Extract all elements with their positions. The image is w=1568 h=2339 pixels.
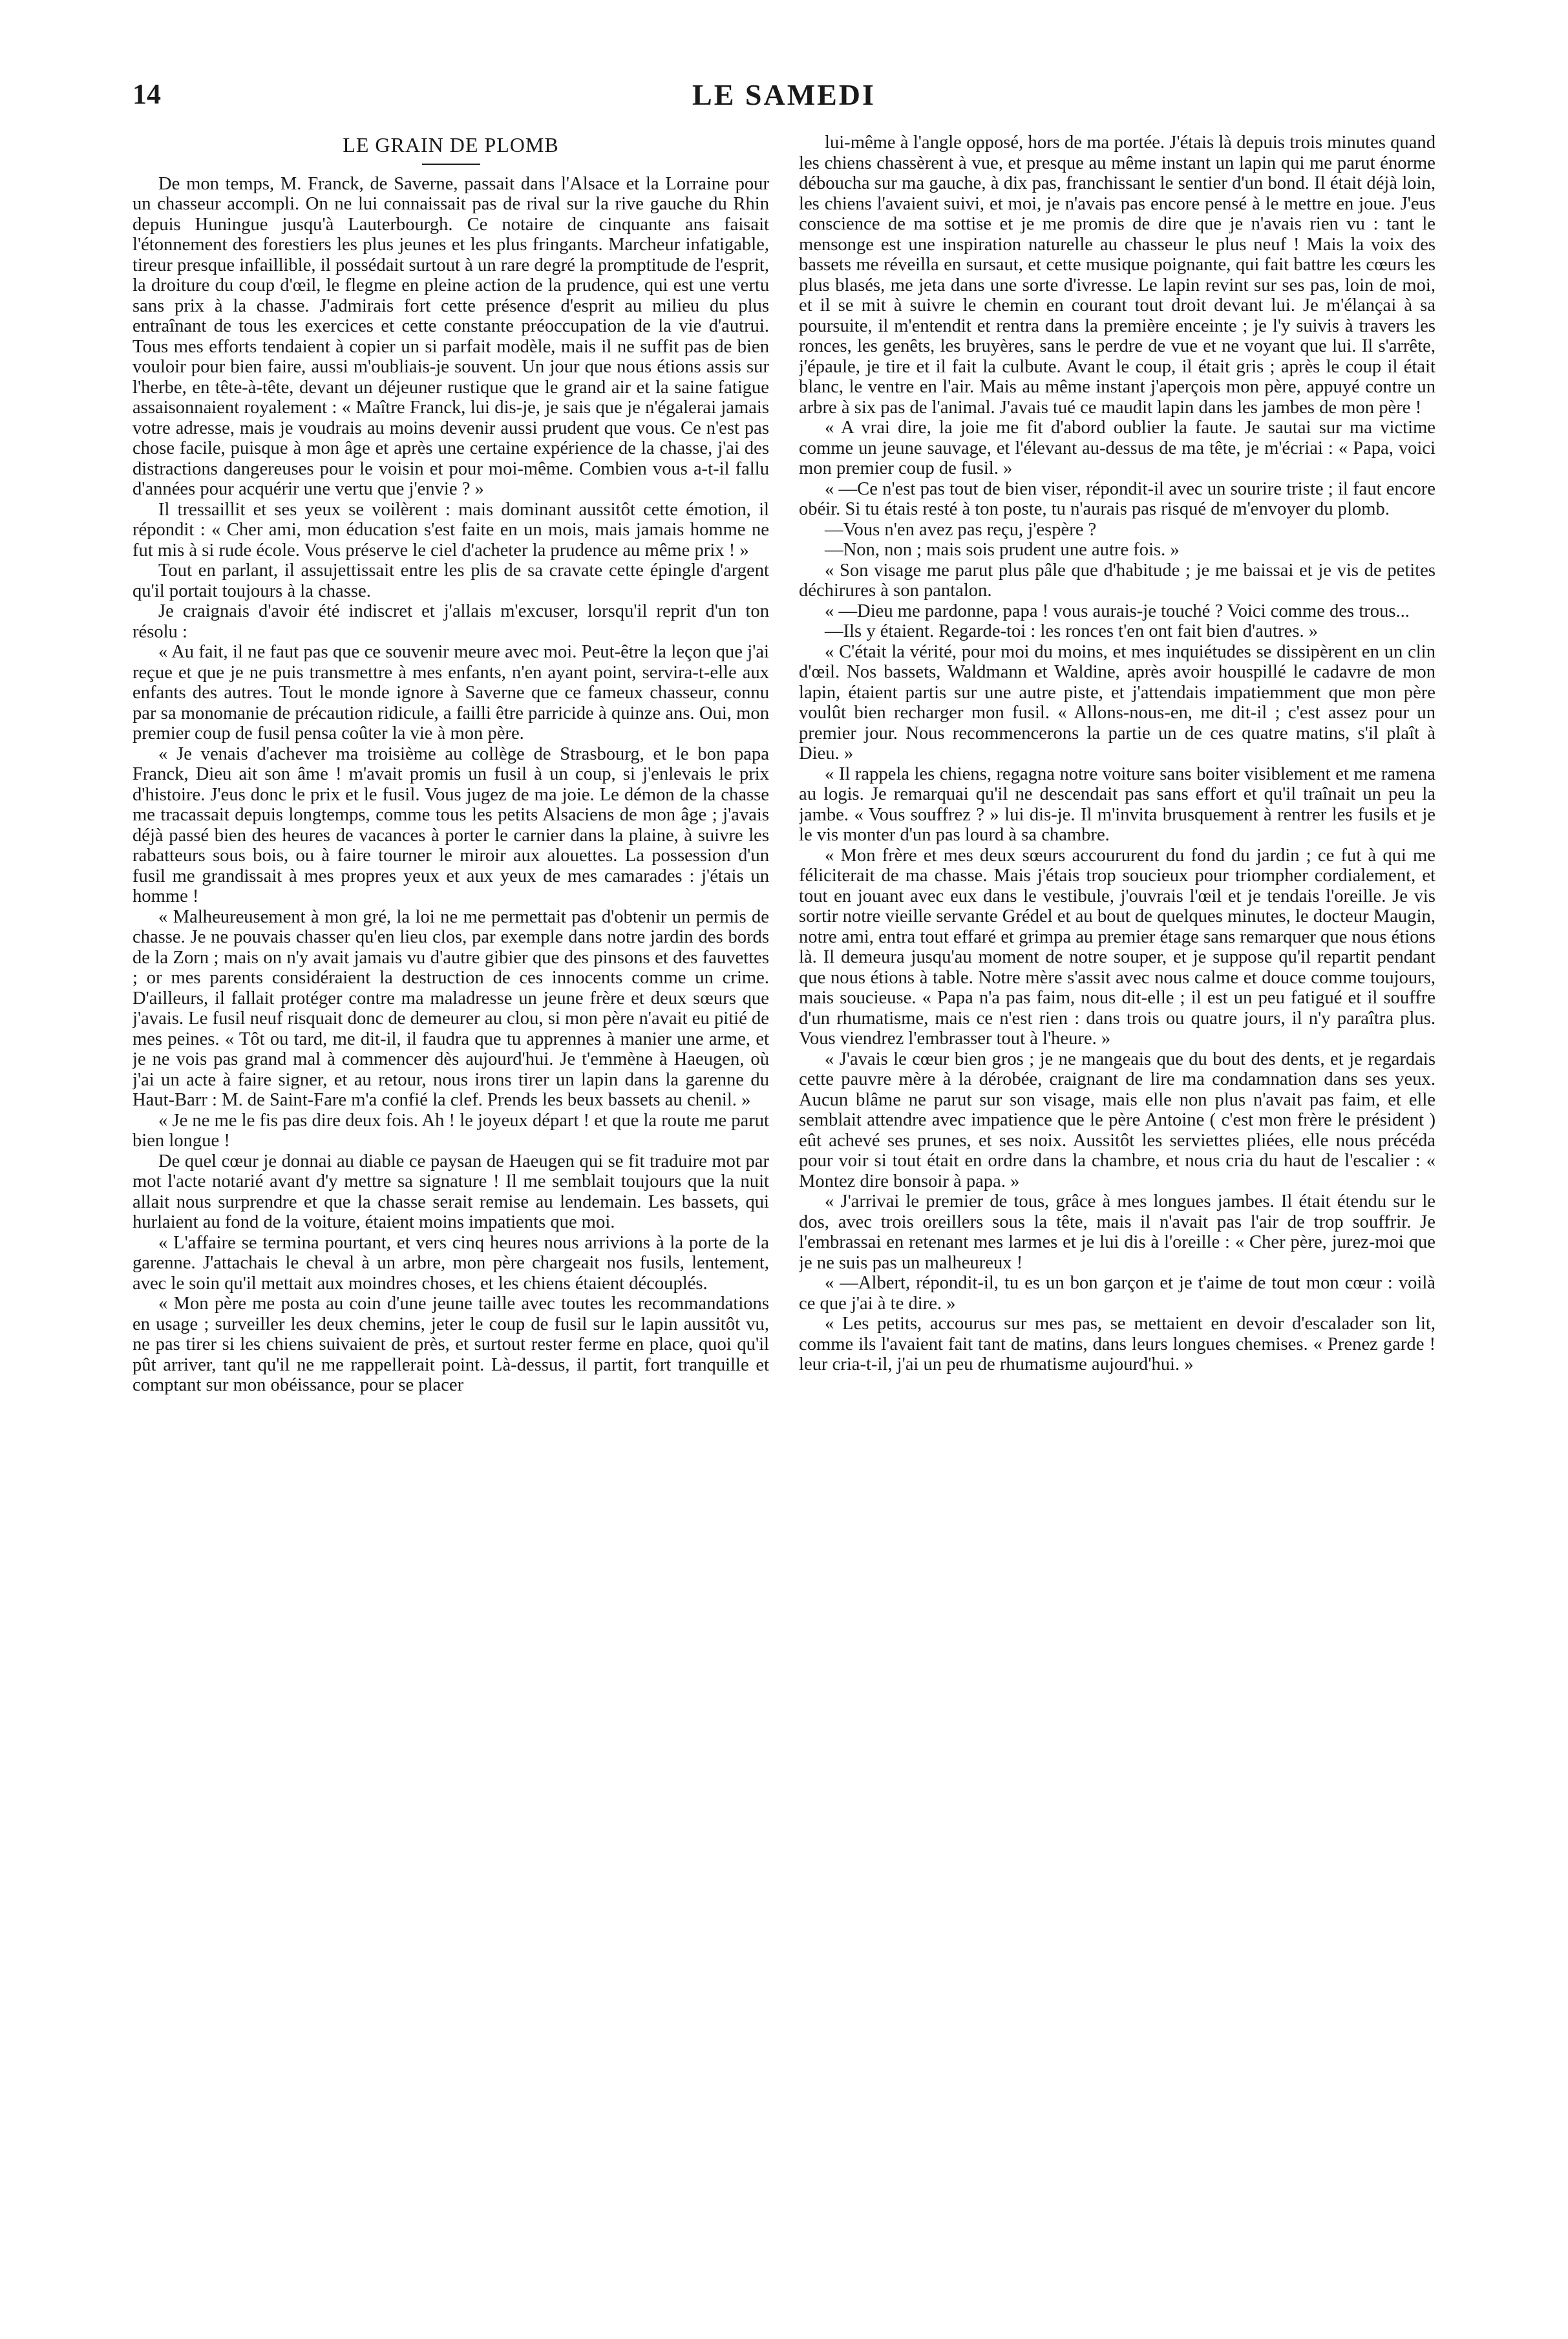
journal-title: LE SAMEDI <box>692 78 876 111</box>
paragraph: Il tressaillit et ses yeux se voilèrent : mais dominant aussitôt cette émotion, il répondit : « Cher ami, mon éducation s'est faite en un mois, mais jamais homme ne fut mis à si rude école. Vous préserve le ciel d'acheter la prudence au même prix ! » <box>132 499 769 561</box>
paragraph: « L'affaire se termina pourtant, et vers cinq heures nous arrivions à la porte de la garenne. J'attachais le cheval à un arbre, mon père chargeait nos fusils, lentement, avec le soin qu'il mettait aux moindres choses, et les chiens étaient découplés. <box>132 1232 769 1294</box>
paragraph: Tout en parlant, il assujettissait entre les plis de sa cravate cette épingle d'argent qu'il portait toujours à la chasse. <box>132 561 769 601</box>
paragraph: « Les petits, accourus sur mes pas, se mettaient en devoir d'escalader son lit, comme ils l'avaient fait tant de matins, dans leurs longues chemises. « Prenez garde ! leur cria-t-il, j'ai un peu de rhumatisme aujourd'hui. » <box>799 1314 1436 1374</box>
title-divider <box>422 164 480 165</box>
paragraph: —Vous n'en avez pas reçu, j'espère ? <box>825 519 1097 540</box>
article-body <box>132 133 1436 2318</box>
paragraph: « Mon frère et mes deux sœurs accoururent du fond du jardin ; ce fut à qui me féliciterait de ma chasse. Mais j'étais trop soucieux pour triompher cordialement, et tout en jouant avec eux dans le vestibule, j'ouvrais l'œil et je tendais l'oreille. Je vis sortir notre vieille servante Grédel et au bout de quelques minutes, le docteur Maugin, notre ami, entra tout effaré et grimpa au premier étage sans remarquer que nous étions là. Il demeura jusqu'au moment de notre souper, et je suppose qu'il repartit pendant que nous étions à table. Notre mère s'assit avec nous calme et douce comme toujours, mais soucieuse. « Papa n'a pas faim, nous dit-elle ; il est un peu fatigué et il souffre d'un rhumatisme, mais ce n'est rien : dans trois ou quatre jours, il n'y paraîtra plus. Vous viendrez l'embrasser tout à l'heure. » <box>799 845 1436 1049</box>
paragraph: « J'avais le cœur bien gros ; je ne mangeais que du bout des dents, et je regardais cette pauvre mère à la dérobée, craignant de lire ma condamnation dans ses yeux. Aucun blâme ne parut sur son visage, mais elle non plus n'avait pas faim, et elle semblait attendre avec impatience que le père Antoine ( c'est mon frère le président ) eût achevé ses prunes, et ses noix. Aussitôt les serviettes pliées, elle nous précéda pour voir si tout était en ordre dans la chambre, et nous cria du haut de l'escalier : « Montez dire bonsoir à papa. » <box>799 1049 1436 1191</box>
paragraph: « Malheureusement à mon gré, la loi ne me permettait pas d'obtenir un permis de chasse. Je ne pouvais chasser qu'en lieu clos, par exemple dans notre jardin des bords de la Zorn ; mais on n'y avait jamais vu d'autre gibier que des pinsons et des fauvettes ; or mes parents considéraient la destruction de ces innocents comme un crime. D'ailleurs, il fallait protéger contre ma maladresse un jeune frère et deux sœurs que j'avais. Le fusil neuf risquait donc de demeurer au clou, si mon père n'avait eu pitié de mes peines. « Tôt ou tard, me dit-il, il faudra que tu apprennes à manier une arme, et je ne vois pas grand mal à commencer dès aujourd'hui. Je t'emmène à Haeugen, où j'ai un acte à faire signer, et au retour, nous irons tirer un lapin dans la garenne du Haut-Barr : M. de Saint-Fare m'a confié la clef. Prends les beux bassets au chenil. » <box>132 906 769 1110</box>
paragraph: « —Albert, répondit-il, tu es un bon garçon et je t'aime de tout mon cœur : voilà ce que j'ai à te dire. » <box>799 1273 1436 1314</box>
paragraph: De mon temps, M. Franck, de Saverne, passait dans l'Alsace et la Lorraine pour un chasseur accompli. On ne lui connaissait pas de rival sur la rive gauche du Rhin depuis Huningue jusqu'à Lauterbourgh. Ce notaire de cinquante ans faisait l'étonnement des forestiers les plus jeunes et les plus fringants. Marcheur infatigable, tireur presque infaillible, il possédait surtout à un rare degré la promptitude de l'esprit, la droiture du coup d'œil, le flegme en pleine action de la prudence, qui est une vertu sans prix à la chasse. J'admirais fort cette présence d'esprit au milieu du plus entraînant de tous les exercices et cette constante préoccupation de la vie d'autrui. Tous mes efforts tendaient à copier un si parfait modèle, mais il ne suffit pas de bien vouloir pour bien faire, aussi m'oubliais-je souvent. Un jour que nous étions assis sur l'herbe, en tête-à-tête, devant un déjeuner rustique que le grand air et la saine fatigue assaisonnaient royalement : « Maître Franck, lui dis-je, je sais que je n'égalerai jamais votre adresse, mais je voudrais au moins devenir aussi prudent que vous. Ce n'est pas chose facile, puisque à mon âge et après une certaine expérience de la chasse, j'ai des distractions dangereuses pour le voisin et pour moi-même. Combien vous a-t-il fallu d'années pour acquérir une vertu que j'envie ? » <box>132 173 769 499</box>
paragraph: « Son visage me parut plus pâle que d'habitude ; je me baissai et je vis de petites déchirures à son pantalon. <box>799 560 1436 601</box>
paragraph: —Ils y étaient. Regarde-toi : les ronces t'en ont fait bien d'autres. » <box>825 621 1319 641</box>
paragraph: « C'était la vérité, pour moi du moins, et mes inquiétudes se dissipèrent en un clin d'œil. Nos bassets, Waldmann et Waldine, après avoir houspillé le cadavre de mon lapin, étaient partis sur une autre piste, et j'attendais impatiemment que mon père voulût bien recharger mon fusil. « Allons-nous-en, me dit-il ; c'est assez pour un premier jour. Nous recommencerons la partie un de ces quatre matins, s'il plaît à Dieu. » <box>799 641 1436 764</box>
paragraph: « Je venais d'achever ma troisième au collège de Strasbourg, et le bon papa Franck, Dieu ait son âme ! m'avait promis un fusil à un coup, si j'enlevais le prix d'histoire. J'eus donc le prix et le fusil. Vous jugez de ma joie. Le démon de la chasse me tracassait depuis longtemps, comme tous les petits Alsaciens de mon âge ; j'avais déjà passé bien des heures de vacances à porter le carnier dans la plaine, à suivre les rabatteurs sous bois, ou à faire tourner le miroir aux alouettes. La possession d'un fusil me grandissait à mes propres yeux et aux yeux de mes camarades : j'étais un homme ! <box>132 743 769 906</box>
paragraph: Je craignais d'avoir été indiscret et j'allais m'excuser, lorsqu'il reprit d'un ton résolu : <box>132 601 769 642</box>
left-column <box>132 133 769 2318</box>
article-title: LE GRAIN DE PLOMB <box>343 133 559 156</box>
paragraph: « J'arrivai le premier de tous, grâce à mes longues jambes. Il était étendu sur le dos, avec trois oreillers sous la tête, mais il n'avait pas l'air de trop souffrir. Je l'embrassai en retenant mes larmes et je lui dis à l'oreille : « Cher père, jurez-moi que je ne suis pas un malheureux ! <box>799 1191 1436 1273</box>
right-column <box>799 133 1436 2318</box>
paragraph: « Il rappela les chiens, regagna notre voiture sans boiter visiblement et me ramena au logis. Je remarquai qu'il ne descendait pas sans effort et qu'il traînait un peu la jambe. « Vous souffrez ? » lui dis-je. Il m'invita brusquement à rentrer les fusils et je le vis monter d'un pas lourd à sa chambre. <box>799 764 1436 845</box>
paragraph: De quel cœur je donnai au diable ce paysan de Haeugen qui se fit traduire mot par mot l'acte notarié avant d'y mettre sa signature ! Il me semblait toujours que la nuit allait nous surprendre et que la chasse serait remise au lendemain. Les bassets, qui hurlaient au fond de la voiture, étaient moins impatients que moi. <box>132 1151 769 1232</box>
paragraph: —Non, non ; mais sois prudent une autre fois. » <box>825 540 1180 560</box>
page-header <box>132 78 1436 123</box>
page-number: 14 <box>132 78 161 110</box>
paragraph: « —Dieu me pardonne, papa ! vous aurais-je touché ? Voici comme des trous... <box>825 601 1410 621</box>
paragraph: « Mon père me posta au coin d'une jeune taille avec toutes les recommandations en usage ; surveiller les deux chemins, jeter le coup de fusil sur le lapin aussitôt vu, ne pas tirer si les chiens suivaient de près, et surtout rester ferme en place, quoi qu'il pût arriver, tant qu'il ne me rappellerait point. Là-dessus, il partit, fort tranquille et comptant sur mon obéissance, pour se placer <box>132 1294 769 1395</box>
paragraph: lui-même à l'angle opposé, hors de ma portée. J'étais là depuis trois minutes quand les chiens chassèrent à vue, et presque au même instant un lapin qui me parut énorme déboucha sur ma gauche, à dix pas, franchissant le sentier d'un bond. Il était déjà loin, les chiens l'avaient suivi, et moi, je n'avais pas encore pensé à le mettre en joue. J'eus conscience de ma sottise et je me promis de dire que je n'avais rien vu : tant le mensonge est une inspiration naturelle au chasseur le plus neuf ! Mais la voix des bassets me réveilla en sursaut, et cette musique poignante, qui fait battre les cœurs les plus blasés, me jeta dans une sorte d'ivresse. Le lapin revint sur ses pas, loin de moi, et il se mit à suivre le chemin en courant tout droit devant lui. Je m'élançai à sa poursuite, il m'entendit et rentra dans la première enceinte ; je l'y suivis à travers les ronces, les genêts, les bruyères, sans le perdre de vue et ne voyant que lui. Il s'arrête, j'épaule, je tire et il fait la culbute. Avant le coup, il était gris ; après le coup il était blanc, le ventre en l'air. Mais au même instant j'aperçois mon père, appuyé contre un arbre à six pas de l'animal. J'avais tué ce maudit lapin dans les jambes de mon père ! <box>799 133 1436 418</box>
paragraph: « —Ce n'est pas tout de bien viser, répondit-il avec un sourire triste ; il faut encore obéir. Si tu étais resté à ton poste, tu n'aurais pas risqué de m'envoyer du plomb. <box>799 478 1436 519</box>
paragraph: « Au fait, il ne faut pas que ce souvenir meure avec moi. Peut-être la leçon que j'ai reçue et que je ne puis transmettre à mes enfants, n'en ayant point, servira-t-elle aux enfants des autres. Tout le monde ignore à Saverne que ce fameux chasseur, connu par sa monomanie de précaution ridicule, a failli être parricide à quinze ans. Oui, mon premier coup de fusil pensa coûter la vie à mon père. <box>132 642 769 743</box>
paragraph: « A vrai dire, la joie me fit d'abord oublier la faute. Je sautai sur ma victime comme un jeune sauvage, et l'élevant au-dessus de ma tête, je m'écriai : « Papa, voici mon premier coup de fusil. » <box>799 418 1436 478</box>
paragraph: « Je ne me le fis pas dire deux fois. Ah ! le joyeux départ ! et que la route me parut bien longue ! <box>132 1110 769 1151</box>
